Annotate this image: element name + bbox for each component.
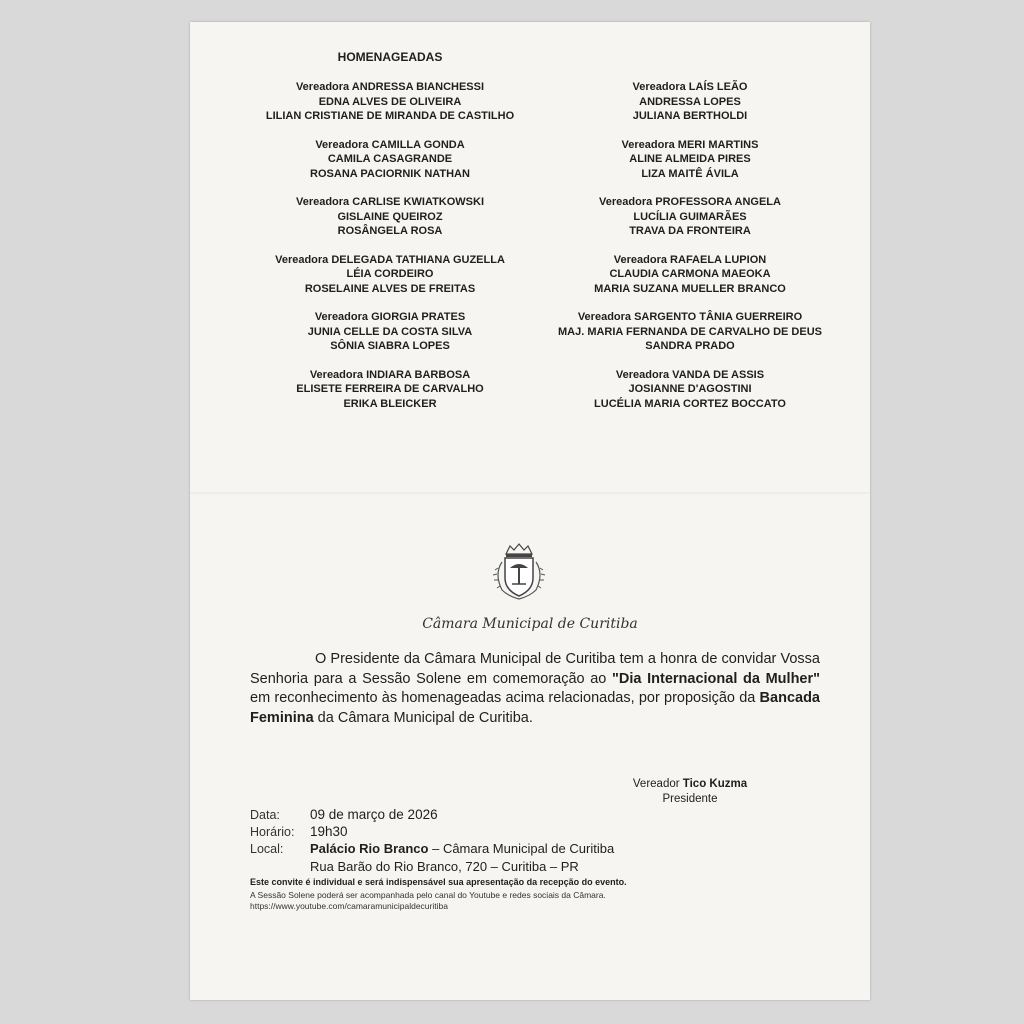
councilwoman-name: Vereadora INDIARA BARBOSA (309, 368, 471, 381)
bancada-name: Bancada Feminina (250, 690, 820, 726)
honoree-name: LUCÉLIA MARIA CORTEZ BOCCATO (594, 397, 786, 410)
place-name: Palácio Rio Branco (310, 841, 429, 856)
councilwoman-name: Vereadora CAMILLA GONDA (315, 138, 465, 151)
councilwoman-name: Vereadora VANDA DE ASSIS (615, 368, 765, 381)
honorees-heading: HOMENAGEADAS (337, 50, 443, 64)
honoree-name: TRAVA DA FRONTEIRA (629, 225, 751, 238)
honoree-name: MARIA SUZANA MUELLER BRANCO (594, 282, 786, 295)
curitiba-coat-of-arms-icon (488, 540, 550, 602)
honoree-name: ROSELAINE ALVES DE FREITAS (304, 282, 476, 295)
honoree-name: LILIAN CRISTIANE DE MIRANDA DE CASTILHO (265, 110, 515, 123)
councilwoman-name: Vereadora GIORGIA PRATES (314, 311, 466, 323)
honoree-name: ROSÂNGELA ROSA (337, 225, 443, 238)
individual-invitation-note: Este convite é individual e será indispensável sua apresentação da recepção do evento. (250, 877, 627, 887)
honoree-group (520, 195, 860, 253)
chamber-name-signature: Câmara Municipal de Curitiba (422, 616, 638, 632)
address: Rua Barão do Rio Branco, 720 – Curitiba – PR (310, 859, 579, 874)
signature-block (610, 777, 770, 807)
broadcast-note: A Sessão Solene poderá ser acompanhada pelo canal do Youtube e redes sociais da Câmara. (250, 890, 606, 900)
signature-role: Presidente (662, 793, 718, 805)
honoree-name: JULIANA BERTHOLDI (632, 110, 748, 123)
honoree-group (240, 253, 540, 311)
place-rest: – Câmara Municipal de Curitiba (428, 841, 615, 856)
date-label: Data: (250, 808, 280, 822)
invitation-text-part1: O Presidente da Câmara Municipal de Curitiba tem a honra de convidar Vossa Senhoria para a Sessão Solene em comemoração ao (250, 651, 820, 687)
councilwoman-name: Vereadora RAFAELA LUPION (613, 253, 767, 266)
honoree-group (520, 310, 860, 368)
signature-title: Vereador (632, 778, 680, 790)
honoree-name: JUNIA CELLE DA COSTA SILVA (307, 325, 473, 338)
youtube-link[interactable]: https://www.youtube.com/camaramunicipaldecuritiba (250, 901, 448, 911)
councilwoman-name: Vereadora LAÍS LEÃO (632, 81, 748, 93)
councilwoman-name: Vereadora SARGENTO TÂNIA GUERREIRO (577, 311, 803, 323)
councilwoman-name: Vereadora CARLISE KWIATKOWSKI (295, 196, 485, 208)
honoree-group (240, 310, 540, 368)
honoree-group (520, 80, 860, 138)
councilwoman-name: Vereadora MERI MARTINS (621, 138, 759, 151)
honoree-name: EDNA ALVES DE OLIVEIRA (318, 95, 462, 108)
honoree-name: GISLAINE QUEIROZ (337, 210, 443, 223)
councilwoman-name: Vereadora ANDRESSA BIANCHESSI (295, 81, 485, 93)
honoree-name: SÔNIA SIABRA LOPES (330, 340, 450, 353)
honoree-name: CLAUDIA CARMONA MAEOKA (609, 268, 771, 281)
honoree-name: CAMILA CASAGRANDE (327, 153, 453, 166)
honoree-group (240, 368, 540, 426)
honoree-name: LIZA MAITÊ ÁVILA (641, 167, 739, 180)
time-value: 19h30 (310, 824, 348, 839)
honoree-group (240, 138, 540, 196)
invitation-text-part3: da Câmara Municipal de Curitiba. (313, 709, 533, 726)
date-value: 09 de março de 2026 (310, 807, 438, 822)
honoree-name: ELISETE FERREIRA DE CARVALHO (296, 383, 484, 396)
honoree-name: JOSIANNE D'AGOSTINI (628, 383, 752, 396)
honoree-group (240, 80, 540, 138)
honoree-name: ROSANA PACIORNIK NATHAN (310, 167, 470, 180)
time-label: Horário: (250, 825, 295, 839)
invitation-page (190, 22, 870, 1000)
honoree-name: ANDRESSA LOPES (639, 95, 741, 108)
invitation-text (250, 650, 820, 728)
honoree-name: ERIKA BLEICKER (343, 397, 437, 410)
honorees-right-column (520, 80, 860, 425)
honoree-group (520, 253, 860, 311)
event-name: "Dia Internacional da Mulher" (612, 670, 821, 687)
honoree-group (520, 368, 860, 426)
honoree-name: ALINE ALMEIDA PIRES (629, 153, 751, 166)
honoree-group (240, 195, 540, 253)
honorees-left-column (240, 80, 540, 425)
honoree-name: SANDRA PRADO (645, 340, 735, 353)
page-fold (190, 492, 870, 494)
invitation-text-part2: em reconhecimento às homenageadas acima relacionadas, por proposição da (250, 690, 760, 706)
signature-name: Tico Kuzma (682, 778, 748, 790)
honoree-name: LUCÍLIA GUIMARÃES (633, 210, 747, 223)
councilwoman-name: Vereadora PROFESSORA ANGELA (599, 196, 781, 208)
place-label: Local: (250, 842, 284, 856)
councilwoman-name: Vereadora DELEGADA TATHIANA GUZELLA (275, 253, 505, 266)
honoree-name: LÉIA CORDEIRO (346, 268, 434, 281)
honoree-name: MAJ. MARIA FERNANDA DE CARVALHO DE DEUS (557, 325, 822, 338)
honoree-group (520, 138, 860, 196)
